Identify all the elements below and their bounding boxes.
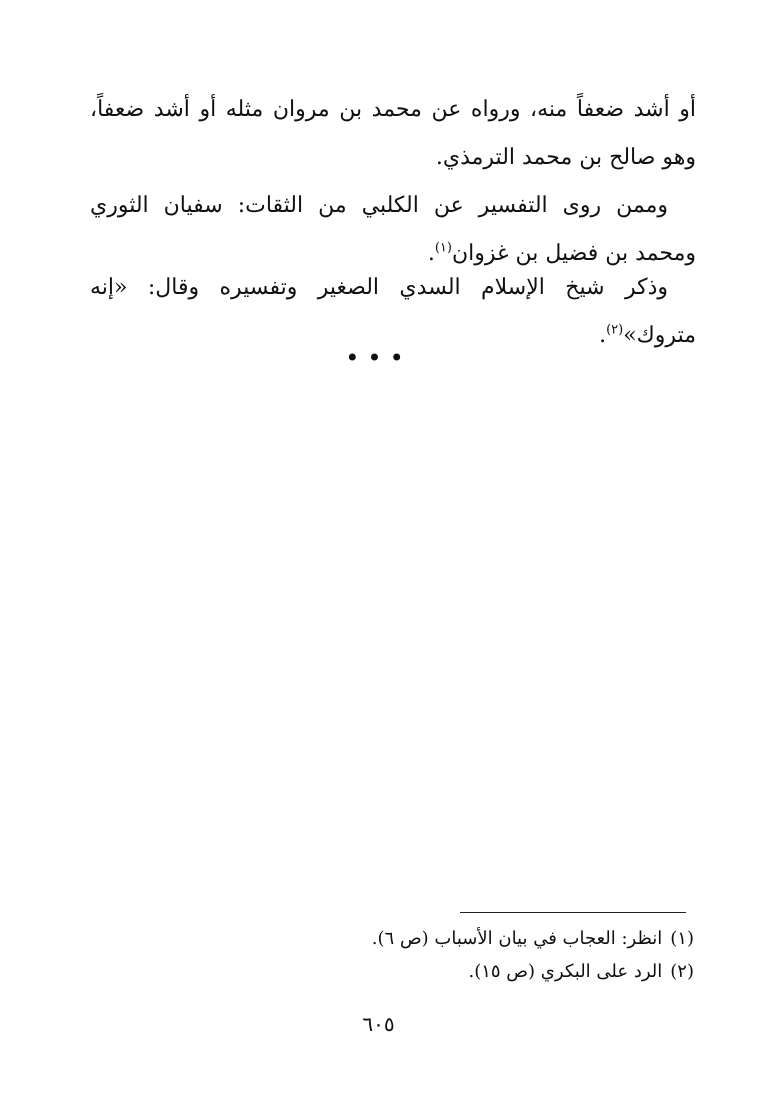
page-number: ٦٠٥ bbox=[362, 1012, 395, 1036]
paragraph-1 bbox=[90, 86, 696, 182]
footnote-1-number: (١) bbox=[670, 928, 694, 949]
paragraph-3-text: وذكر شيخ الإسلام السدي الصغير وتفسيره وقال: «إنه متروك» bbox=[90, 275, 696, 348]
paragraph-2-end: . bbox=[427, 241, 435, 266]
section-separator: ••• bbox=[345, 344, 412, 372]
footnotes bbox=[300, 922, 694, 988]
footnote-1 bbox=[300, 922, 694, 955]
footnote-2-text: الرد على البكري (ص ١٥). bbox=[468, 961, 663, 982]
footnote-marker-2[interactable]: (٢) bbox=[606, 322, 624, 338]
footnote-2-number: (٢) bbox=[670, 961, 694, 982]
footnote-2 bbox=[300, 955, 694, 988]
footnote-divider bbox=[460, 912, 686, 913]
paragraph-2-text: وممن روى التفسير عن الكلبي من الثقات: سفيان الثوري ومحمد بن فضيل بن غزوان bbox=[90, 193, 696, 266]
paragraph-3-end: . bbox=[599, 323, 607, 348]
footnote-1-text: انظر: العجاب في بيان الأسباب (ص ٦). bbox=[371, 928, 663, 949]
paragraph-1-text: أو أشد ضعفاً منه، ورواه عن محمد بن مروان مثله أو أشد ضعفاً، وهو صالح بن محمد الترمذي. bbox=[90, 97, 696, 170]
footnote-marker-1[interactable]: (١) bbox=[434, 240, 452, 256]
